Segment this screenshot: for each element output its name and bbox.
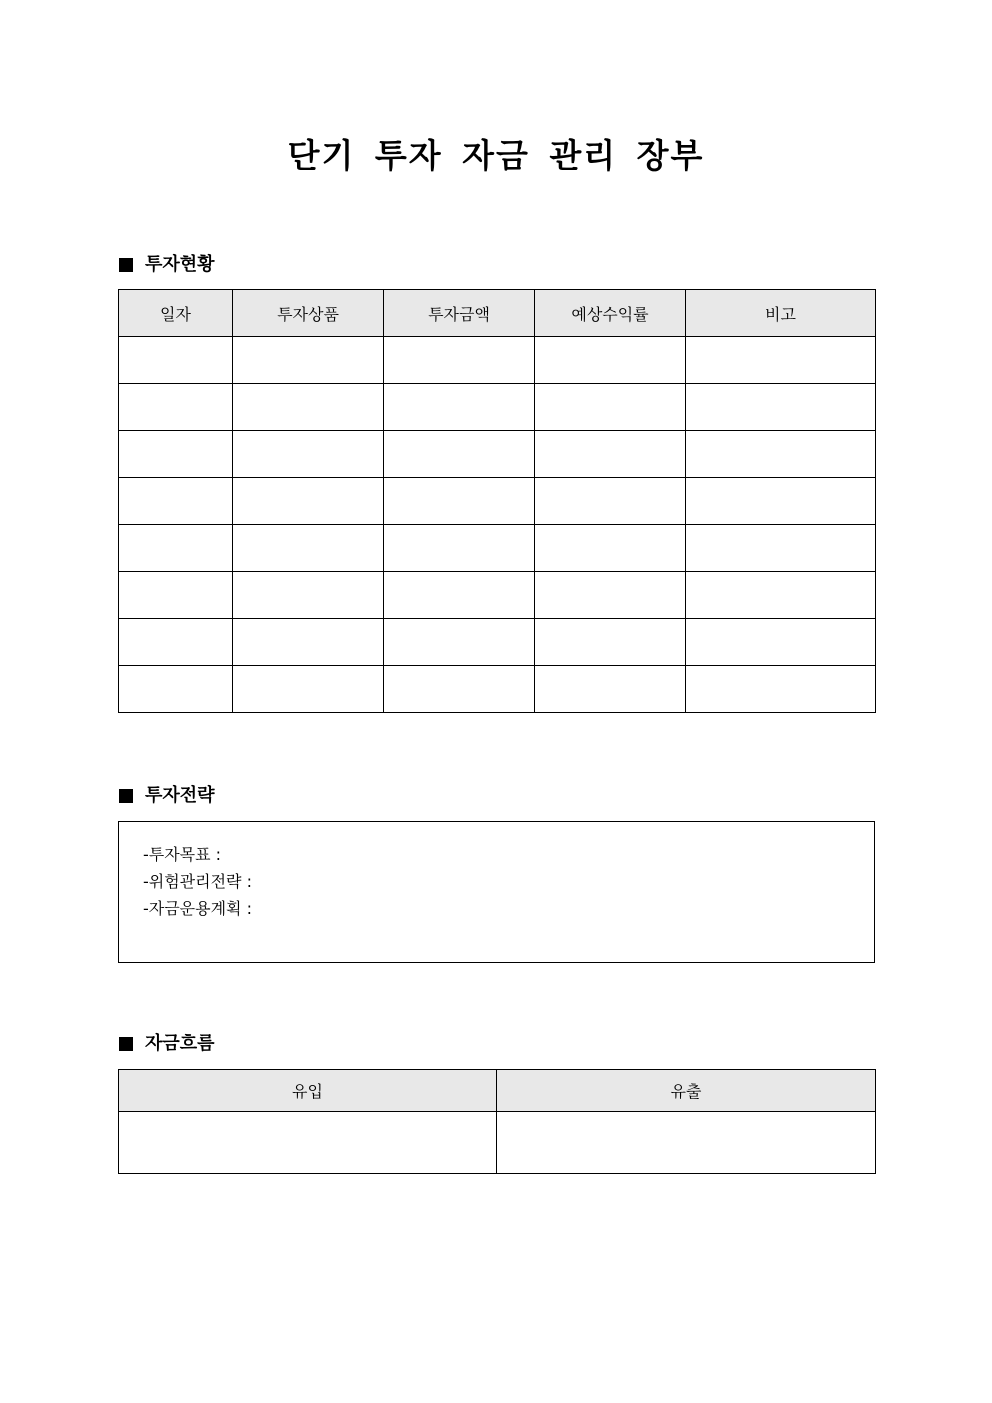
- table-header-row: [119, 290, 876, 337]
- table-row: [119, 525, 876, 572]
- column-header-outflow: 유출: [497, 1070, 876, 1112]
- table-cell[interactable]: [535, 572, 686, 619]
- table-cell[interactable]: [686, 478, 876, 525]
- table-cell[interactable]: [384, 431, 535, 478]
- strategy-goal-field[interactable]: -투자목표 :: [143, 845, 222, 864]
- table-cell[interactable]: [119, 478, 233, 525]
- column-header-date: 일자: [119, 290, 233, 337]
- strategy-box: [118, 821, 875, 963]
- inflow-cell[interactable]: [119, 1112, 497, 1174]
- section-heading-label: 투자전략: [145, 785, 215, 806]
- table-row: [119, 337, 876, 384]
- table-cell[interactable]: [233, 431, 384, 478]
- section-heading-label: 자금흐름: [145, 1033, 215, 1054]
- table-cell[interactable]: [233, 572, 384, 619]
- table-cell[interactable]: [535, 666, 686, 713]
- section-heading-cashflow: [119, 1032, 215, 1056]
- table-cell[interactable]: [535, 337, 686, 384]
- table-cell[interactable]: [119, 431, 233, 478]
- table-cell[interactable]: [384, 478, 535, 525]
- table-cell[interactable]: [686, 337, 876, 384]
- table-cell[interactable]: [686, 431, 876, 478]
- table-cell[interactable]: [535, 619, 686, 666]
- table-cell[interactable]: [233, 619, 384, 666]
- table-cell[interactable]: [535, 478, 686, 525]
- table-cell[interactable]: [686, 666, 876, 713]
- table-cell[interactable]: [233, 384, 384, 431]
- strategy-lines: [143, 841, 252, 922]
- strategy-plan-field[interactable]: -자금운용계획 :: [143, 899, 252, 918]
- outflow-cell[interactable]: [497, 1112, 876, 1174]
- table-cell[interactable]: [384, 572, 535, 619]
- table-cell[interactable]: [119, 572, 233, 619]
- table-row: [119, 619, 876, 666]
- table-cell[interactable]: [119, 666, 233, 713]
- table-row: [119, 1112, 876, 1174]
- table-cell[interactable]: [119, 384, 233, 431]
- table-cell[interactable]: [233, 666, 384, 713]
- table-cell[interactable]: [535, 525, 686, 572]
- table-cell[interactable]: [384, 337, 535, 384]
- table-body: [119, 337, 876, 713]
- table-cell[interactable]: [384, 666, 535, 713]
- cashflow-table: [118, 1069, 876, 1174]
- table-cell[interactable]: [384, 525, 535, 572]
- table-row: [119, 384, 876, 431]
- table-cell[interactable]: [686, 525, 876, 572]
- strategy-risk-field[interactable]: -위험관리전략 :: [143, 872, 252, 891]
- table-header-row: [119, 1070, 876, 1112]
- table-row: [119, 666, 876, 713]
- table-row: [119, 431, 876, 478]
- square-bullet-icon: [119, 258, 133, 272]
- column-header-amount: 투자금액: [384, 290, 535, 337]
- table-cell[interactable]: [119, 619, 233, 666]
- column-header-expected-return: 예상수익률: [535, 290, 686, 337]
- column-header-remarks: 비고: [686, 290, 876, 337]
- table-cell[interactable]: [233, 478, 384, 525]
- square-bullet-icon: [119, 1037, 133, 1051]
- table-cell[interactable]: [119, 525, 233, 572]
- table-cell[interactable]: [119, 337, 233, 384]
- section-heading-strategy: [119, 784, 215, 808]
- column-header-product: 투자상품: [233, 290, 384, 337]
- table-cell[interactable]: [535, 384, 686, 431]
- table-cell[interactable]: [686, 572, 876, 619]
- page-title: 단기 투자 자금 관리 장부: [287, 136, 705, 175]
- table-cell[interactable]: [686, 384, 876, 431]
- table-cell[interactable]: [233, 525, 384, 572]
- table-row: [119, 572, 876, 619]
- section-heading-label: 투자현황: [145, 254, 215, 275]
- square-bullet-icon: [119, 789, 133, 803]
- table-row: [119, 478, 876, 525]
- investment-status-table: [118, 289, 876, 713]
- column-header-inflow: 유입: [119, 1070, 497, 1112]
- table-cell[interactable]: [384, 384, 535, 431]
- section-heading-status: [119, 253, 215, 277]
- table-cell[interactable]: [686, 619, 876, 666]
- table-cell[interactable]: [535, 431, 686, 478]
- table-cell[interactable]: [233, 337, 384, 384]
- table-cell[interactable]: [384, 619, 535, 666]
